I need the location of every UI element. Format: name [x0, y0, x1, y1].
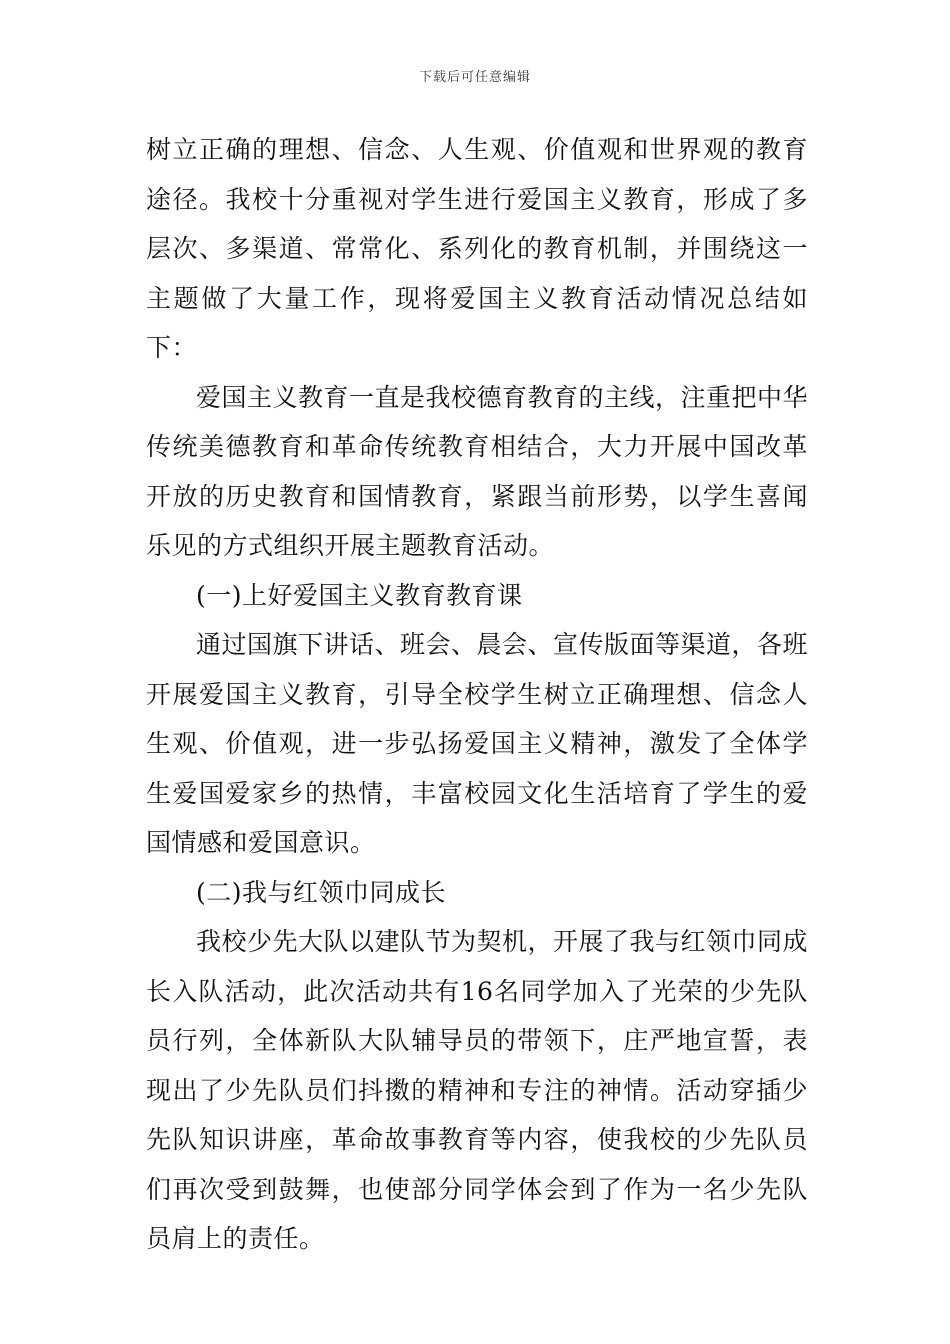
paragraph-main-line: 爱国主义教育一直是我校德育教育的主线，注重把中华传统美德教育和革命传统教育相结合，大力开展中国改革开放的历史教育和国情教育，紧跟当前形势，以学生喜闻乐见的方式组织开展主题教育活动。 [146, 382, 809, 560]
section-heading-1: (一)上好爱国主义教育教育课 [196, 580, 523, 610]
page-header-note: 下载后可任意编辑 [418, 70, 531, 85]
document-body [146, 125, 808, 1264]
paragraph-section-2: 我校少先大队以建队节为契机，开展了我与红领巾同成长入队活动，此次活动共有16名同学加入了光荣的少先队员行列，全体新队大队辅导员的带领下，庄严地宣誓，表现出了少先队员们抖擞的精神和专注的神情。活动穿插少先队知识讲座，革命故事教育等内容，使我校的少先队员们再次受到鼓舞，也使部分同学体会到了作为一名少先队员肩上的责任。 [146, 927, 809, 1253]
section-heading-2: (二)我与红领巾同成长 [196, 877, 447, 907]
paragraph-intro-continuation: 树立正确的理想、信念、人生观、价值观和世界观的教育途径。我校十分重视对学生进行爱国主义教育，形成了多层次、多渠道、常常化、系列化的教育机制，并围绕这一主题做了大量工作，现将爱国主义教育活动情况总结如下： [146, 135, 808, 362]
paragraph-section-1: 通过国旗下讲话、班会、晨会、宣传版面等渠道，各班开展爱国主义教育，引导全校学生树立正确理想、信念人生观、价值观，进一步弘扬爱国主义精神，激发了全体学生爱国爱家乡的热情，丰富校园文化生活培育了学生的爱国情感和爱国意识。 [146, 630, 809, 857]
